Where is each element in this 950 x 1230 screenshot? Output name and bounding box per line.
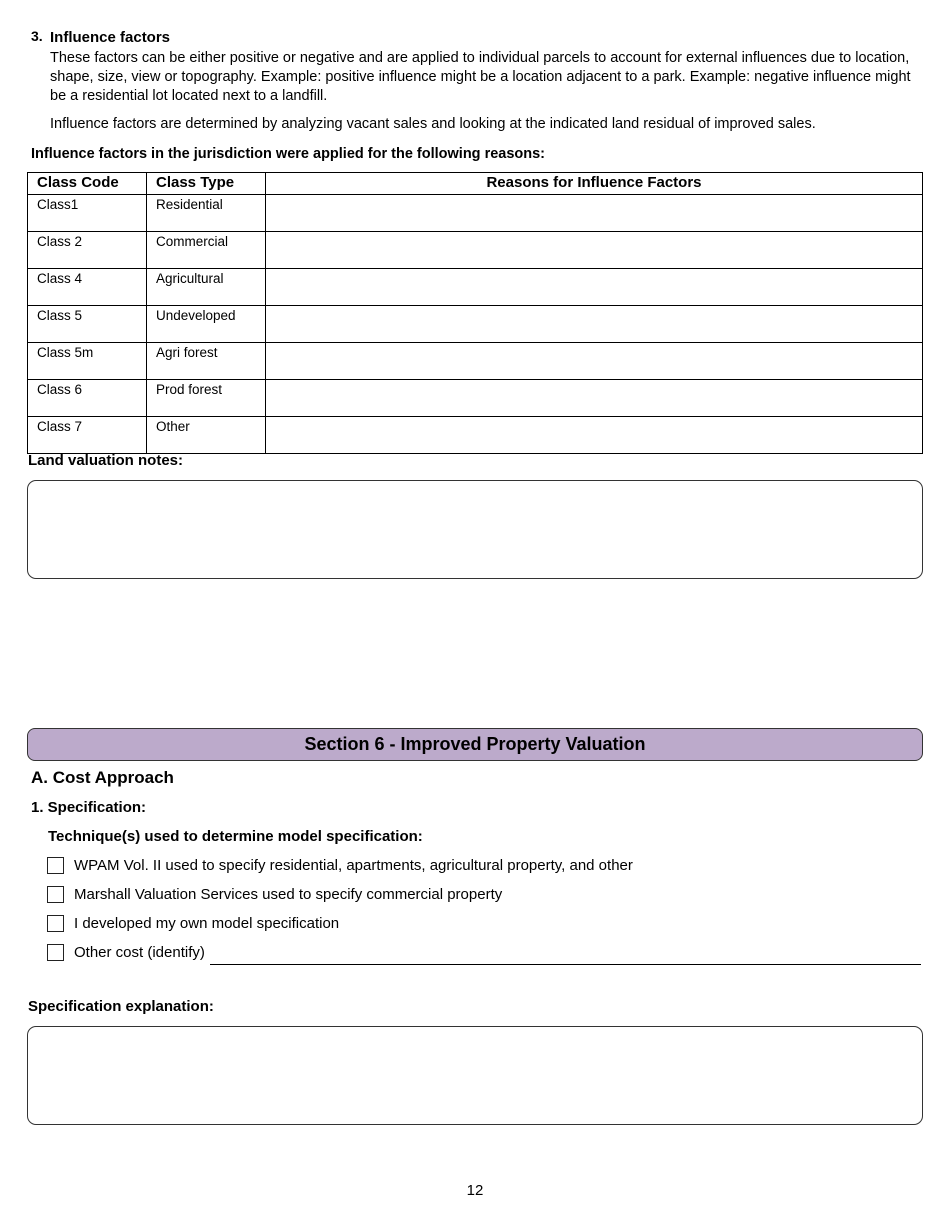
section-6-header: Section 6 - Improved Property Valuation	[27, 728, 923, 761]
other-cost-field[interactable]	[210, 964, 921, 965]
table-heading: Influence factors in the jurisdiction were applied for the following reasons:	[31, 146, 546, 162]
technique-heading: Technique(s) used to determine model specification:	[48, 828, 423, 845]
class-code-cell: Class1	[28, 195, 147, 232]
specification-explanation-field[interactable]	[27, 1026, 923, 1125]
class-type-cell: Residential	[147, 195, 266, 232]
influence-factors-title: Influence factors	[50, 29, 171, 46]
marshall-checkbox[interactable]	[47, 886, 64, 903]
table-row	[28, 380, 923, 417]
table-header-row	[28, 173, 923, 195]
wpam-checkbox[interactable]	[47, 857, 64, 874]
class-code-cell: Class 4	[28, 269, 147, 306]
reason-field[interactable]	[266, 232, 923, 269]
option-label: I developed my own model specification	[74, 915, 340, 932]
reason-field[interactable]	[266, 195, 923, 232]
table-row	[28, 417, 923, 454]
influence-determination-note: Influence factors are determined by analyzing vacant sales and looking at the indicated land residual of improved sales.	[50, 116, 816, 132]
column-header-reasons: Reasons for Influence Factors	[266, 173, 923, 195]
class-code-cell: Class 2	[28, 232, 147, 269]
class-code-cell: Class 5	[28, 306, 147, 343]
class-type-cell: Undeveloped	[147, 306, 266, 343]
own-model-checkbox[interactable]	[47, 915, 64, 932]
influence-factors-table	[27, 172, 923, 454]
class-type-cell: Agri forest	[147, 343, 266, 380]
specification-explanation-label: Specification explanation:	[28, 998, 214, 1015]
class-type-cell: Commercial	[147, 232, 266, 269]
class-type-cell: Agricultural	[147, 269, 266, 306]
page-number: 12	[466, 1182, 484, 1199]
cost-approach-heading: A. Cost Approach	[31, 768, 174, 787]
class-code-cell: Class 5m	[28, 343, 147, 380]
option-label: Other cost (identify)	[74, 944, 205, 961]
reason-field[interactable]	[266, 417, 923, 454]
item-number: 3.	[31, 28, 43, 44]
column-header-class-type: Class Type	[147, 173, 266, 195]
class-type-cell: Prod forest	[147, 380, 266, 417]
land-valuation-notes-field[interactable]	[27, 480, 923, 579]
option-label: WPAM Vol. II used to specify residential, apartments, agricultural property, and other	[74, 857, 633, 874]
reason-field[interactable]	[266, 269, 923, 306]
option-label: Marshall Valuation Services used to specify commercial property	[74, 886, 503, 903]
table-row	[28, 306, 923, 343]
reason-field[interactable]	[266, 343, 923, 380]
specification-heading: 1. Specification:	[31, 799, 147, 816]
table-row	[28, 269, 923, 306]
class-code-cell: Class 6	[28, 380, 147, 417]
other-cost-checkbox[interactable]	[47, 944, 64, 961]
class-type-cell: Other	[147, 417, 266, 454]
reason-field[interactable]	[266, 306, 923, 343]
reason-field[interactable]	[266, 380, 923, 417]
table-row	[28, 343, 923, 380]
table-row	[28, 232, 923, 269]
table-row	[28, 195, 923, 232]
influence-description: These factors can be either positive or negative and are applied to individual parcels to account for external influences due to location, shape, size, view or topography. Example: positive influence might be a location adjacent to a park. Example: negative influence might be a residential lot located next to a landfill.	[50, 50, 911, 104]
class-code-cell: Class 7	[28, 417, 147, 454]
column-header-class-code: Class Code	[28, 173, 147, 195]
land-valuation-notes-label: Land valuation notes:	[28, 452, 184, 469]
